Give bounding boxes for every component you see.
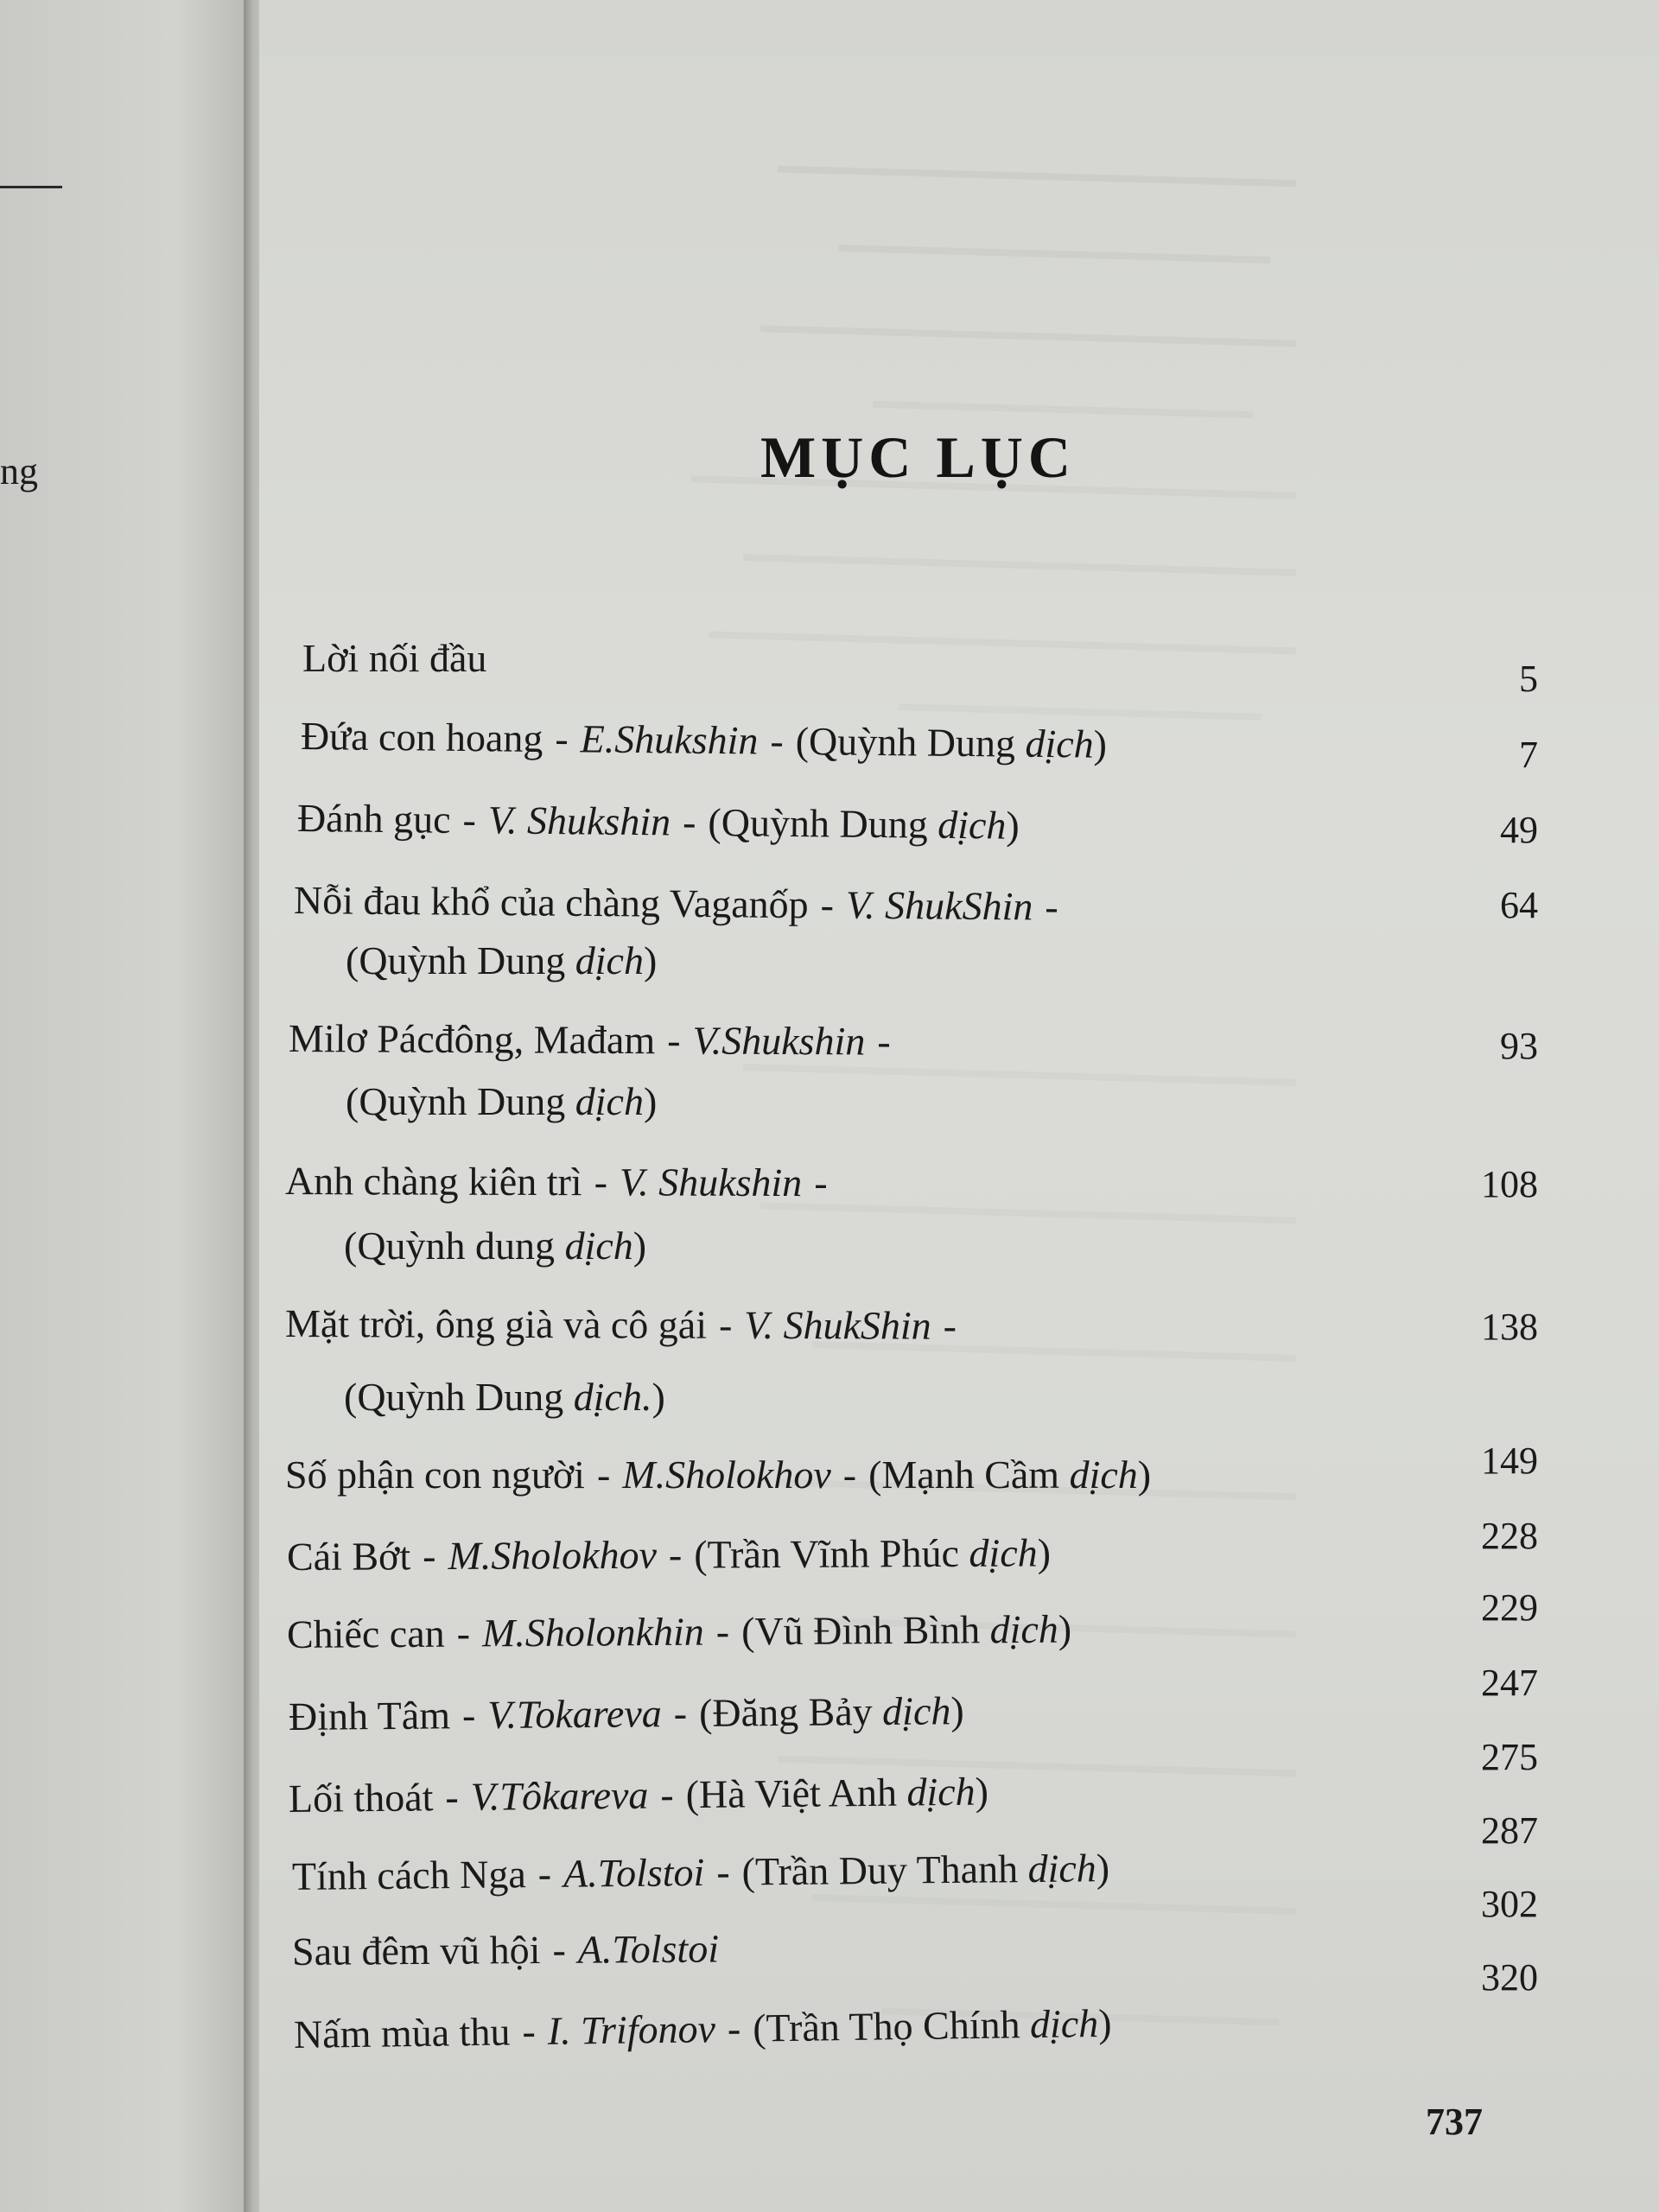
entry-translator-suffix: dịch [989, 1606, 1058, 1652]
toc-entry: Định Tâm - V.Tokareva - (Đăng Bảy dịch) [288, 1688, 964, 1738]
page-title: MỤC LỤC [760, 424, 1076, 490]
entry-title: Lối thoát [288, 1775, 434, 1821]
entry-translator: Trần Vĩnh Phúc [707, 1530, 960, 1577]
entry-page: 229 [1481, 1586, 1538, 1629]
toc-entry-continuation: (Quỳnh dung dịch) [344, 1224, 647, 1268]
entry-translator-suffix: dịch [881, 1688, 951, 1734]
entry-translator: Quỳnh dung [357, 1224, 556, 1268]
entry-translator: Mạnh Cầm [881, 1452, 1060, 1497]
entry-translator: Quỳnh Dung [808, 719, 1016, 766]
toc-entry: Sau đêm vũ hội - A.Tolstoi [291, 1926, 720, 1974]
entry-translator-suffix: dịch [906, 1769, 976, 1815]
entry-title: Số phận con người [285, 1452, 585, 1497]
entry-page: 93 [1500, 1025, 1538, 1067]
entry-title: Nỗi đau khổ của chàng Vaganốp [293, 878, 809, 927]
entry-author: M.Sholokhov [622, 1452, 831, 1497]
entry-page: 320 [1481, 1956, 1538, 1999]
entry-title: Milơ Pácđông, Mađam [288, 1016, 656, 1063]
toc-entry-continuation: (Quỳnh Dung dịch) [346, 1079, 658, 1123]
entry-page: 302 [1481, 1883, 1538, 1925]
toc-entry [302, 635, 1599, 681]
entry-title: Định Tâm [288, 1693, 451, 1738]
entry-translator: Vũ Đình Bình [754, 1607, 981, 1654]
toc-entry: Cái Bớt - M.Sholokhov - (Trần Vĩnh Phúc dịch) [286, 1530, 1052, 1579]
toc-entry: Nỗi đau khổ của chàng Vaganốp - V. ShukShin - [293, 878, 1058, 929]
entry-author: V.Tôkareva [470, 1772, 649, 1819]
entry-translator: Quỳnh Dung [359, 1079, 566, 1123]
entry-title: Nấm mùa thu [293, 2009, 511, 2056]
entry-translator: Trần Duy Thanh [754, 1847, 1019, 1894]
entry-translator: Trần Thọ Chính [766, 2002, 1020, 2050]
toc-entry: Lối thoát - V.Tôkareva - (Hà Việt Anh dịch) [288, 1769, 989, 1821]
toc-entry: Tính cách Nga - A.Tolstoi - (Trần Duy Thanh dịch) [291, 1846, 1110, 1898]
entry-translator-suffix: dịch. [573, 1375, 652, 1419]
toc-entry: Đánh gục - V. Shukshin - (Quỳnh Dung dịch) [296, 796, 1020, 848]
toc-entry: Số phận con người - M.Sholokhov - (Mạnh Cầm dịch) [285, 1452, 1152, 1497]
entry-translator-suffix: dịch [1029, 2000, 1099, 2047]
entry-title: Mặt trời, ông già và cô gái [284, 1301, 708, 1347]
entry-page: 149 [1481, 1440, 1538, 1482]
entry-page: 64 [1500, 884, 1538, 926]
entry-author: I. Trifonov [547, 2006, 716, 2053]
toc-entry: Chiếc can - M.Sholonkhin - (Vũ Đình Bình dịch) [286, 1606, 1072, 1656]
entry-translator-suffix: dịch [575, 938, 644, 982]
entry-title: Sau đêm vũ hội [291, 1927, 541, 1974]
toc-entry-continuation: (Quỳnh Dung dịch) [346, 938, 658, 982]
entry-page: 49 [1500, 809, 1538, 851]
entry-title: Chiếc can [286, 1611, 445, 1656]
page-number: 737 [1426, 2101, 1483, 2143]
entry-translator-suffix: dịch [969, 1530, 1038, 1575]
entry-translator-suffix: dịch [564, 1224, 633, 1268]
entry-page: 108 [1481, 1163, 1538, 1205]
toc-entry: Anh chàng kiên trì - V. Shukshin - [284, 1159, 828, 1205]
toc-entry: Milơ Pácđông, Mađam - V.Shukshin - [288, 1016, 891, 1064]
entry-title: Đứa con hoang [300, 714, 543, 760]
entry-title: Tính cách Nga [291, 1852, 527, 1898]
entry-title: Lời nối đầu [302, 636, 487, 680]
entry-translator-suffix: dịch [1025, 721, 1094, 766]
toc-content [259, 0, 1659, 2212]
entry-translator-suffix: dịch [937, 802, 1007, 848]
entry-page: 138 [1481, 1306, 1538, 1348]
entry-author: V.Shukshin [692, 1018, 866, 1064]
left-page-rule [0, 186, 62, 188]
entry-translator: Đăng Bảy [712, 1689, 873, 1735]
entry-author: V. ShukShin [845, 882, 1033, 929]
entry-author: M.Sholokhov [448, 1532, 658, 1579]
entry-author: V. Shukshin [487, 798, 671, 844]
left-facing-page [0, 0, 251, 2212]
entry-author: A.Tolstoi [563, 1850, 705, 1896]
toc-entry: Mặt trời, ông già và cô gái - V. ShukShin - [284, 1301, 957, 1348]
entry-page: 275 [1481, 1736, 1538, 1778]
entry-translator: Quỳnh Dung [721, 800, 929, 847]
entry-page: 7 [1519, 734, 1538, 776]
entry-author: E.Shukshin [580, 716, 759, 763]
toc-entry-continuation: (Quỳnh Dung dịch.) [344, 1375, 665, 1419]
entry-title: Đánh gục [296, 796, 451, 842]
entry-author: A.Tolstoi [577, 1926, 720, 1972]
entry-translator: Hà Việt Anh [698, 1770, 898, 1817]
toc-page [259, 0, 1659, 2212]
entry-translator: Quỳnh Dung [359, 938, 566, 982]
entry-translator-suffix: dịch [575, 1079, 644, 1123]
entry-translator: Quỳnh Dung [357, 1375, 564, 1419]
toc-entry: Đứa con hoang - E.Shukshin - (Quỳnh Dung dịch) [300, 714, 1108, 766]
entry-page: 228 [1481, 1515, 1538, 1557]
entry-translator-suffix: dịch [1027, 1846, 1097, 1891]
entry-author: V.Tokareva [487, 1691, 662, 1737]
entry-author: M.Sholonkhin [481, 1609, 704, 1656]
entry-author: V. ShukShin [744, 1302, 931, 1348]
toc-entry: Nấm mùa thu - I. Trifonov - (Trần Thọ Chính dịch) [293, 2000, 1112, 2056]
entry-title: Anh chàng kiên trì [284, 1159, 582, 1205]
entry-translator-suffix: dịch [1069, 1452, 1138, 1497]
entry-page: 5 [1519, 658, 1538, 700]
entry-author: V. Shukshin [619, 1160, 803, 1205]
entry-page: 247 [1481, 1662, 1538, 1704]
entry-page: 287 [1481, 1809, 1538, 1852]
left-page-fragment: ng [0, 450, 38, 493]
entry-title: Cái Bớt [286, 1534, 411, 1579]
